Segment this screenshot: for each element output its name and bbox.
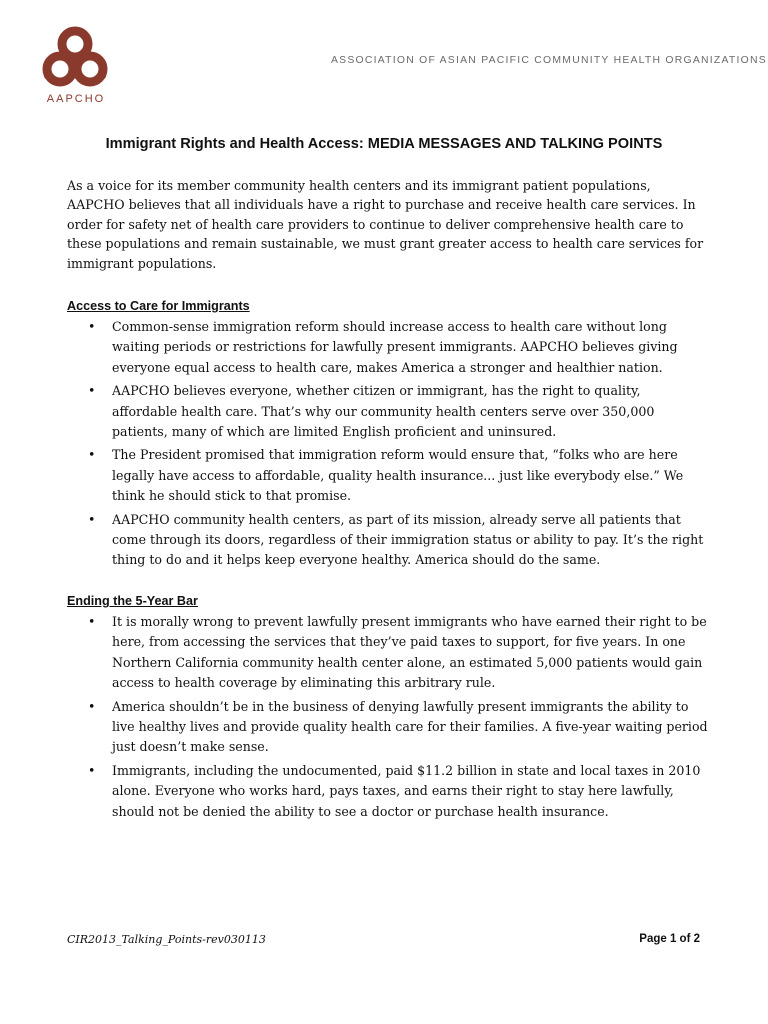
- bullet-icon: •: [88, 762, 96, 778]
- list-item: [0, 445, 710, 506]
- page-title: Immigrant Rights and Health Access: MEDIA MESSAGES AND TALKING POINTS: [105, 136, 663, 152]
- list-item: [0, 612, 710, 694]
- bullet-icon: •: [88, 614, 96, 629]
- access-to-care-bullet-list: [0, 317, 710, 574]
- bullet-text: AAPCHO community health centers, as part of its mission, already serve all patients that come through its doors, regardless of their immigration status or ability to pay. It’s the right thing to do and it helps keep everyone healthy. America should do the same.: [112, 511, 704, 568]
- bullet-text: The President promised that immigration reform would ensure that, “folks who are here legally have access to affordable, quality health insurance... just like everybody else.” We think he should stick to that promise.: [112, 447, 684, 504]
- bullet-icon: •: [88, 698, 96, 714]
- footer-page-number: Page 1 of 2: [639, 933, 700, 945]
- bullet-text: Immigrants, including the undocumented, paid $11.2 billion in state and local taxes in 2010 alone. Everyone who works hard, pays taxes, and earns their right to stay here lawfully, should not be denied the ability to see a doctor or purchase health insurance.: [112, 762, 701, 819]
- list-item: [0, 510, 710, 571]
- bullet-text: America shouldn’t be in the business of denying lawfully present immigrants the ability to live healthy lives and provide quality health care for their families. A five-year waiting period just doesn’t make sense.: [112, 698, 708, 755]
- section-heading-access-to-care: Access to Care for Immigrants: [67, 299, 250, 313]
- section-heading-ending-5-year-bar: Ending the 5-Year Bar: [67, 594, 198, 608]
- bullet-icon: •: [88, 511, 96, 527]
- bullet-icon: •: [88, 383, 96, 399]
- organization-name: ASSOCIATION OF ASIAN PACIFIC COMMUNITY HEALTH ORGANIZATIONS: [331, 55, 767, 66]
- bullet-icon: •: [88, 319, 96, 334]
- bullet-text: It is morally wrong to prevent lawfully present immigrants who have earned their right to be here, from accessing the services that they’ve paid taxes to support, for five years. In one Northern California community health center alone, an estimated 5,000 patients would gain access to health coverage by eliminating this arbitrary rule.: [112, 614, 707, 691]
- list-item: [0, 317, 710, 378]
- list-item: [0, 381, 710, 442]
- bullet-text: AAPCHO believes everyone, whether citizen or immigrant, has the right to quality, affordable health care. That’s why our community health centers serve over 350,000 patients, many of which are limited English proficient and uninsured.: [112, 383, 655, 440]
- aapcho-logo-icon: [40, 26, 110, 90]
- ending-5-year-bar-bullet-list: [0, 612, 710, 825]
- list-item: [0, 761, 710, 822]
- logo-text: AAPCHO: [46, 93, 106, 105]
- bullet-text: Common-sense immigration reform should increase access to health care without long waiting periods or restrictions for lawfully present immigrants. AAPCHO believes giving everyone equal access to health care, makes America a stronger and healthier nation.: [112, 319, 678, 375]
- bullet-icon: •: [88, 447, 96, 463]
- footer-document-id: CIR2013_Talking_Points-rev030113: [67, 933, 266, 946]
- intro-paragraph: As a voice for its member community health centers and its immigrant patient populations, AAPCHO believes that all individuals have a right to purchase and receive health care services. In order for safety net of health care providers to continue to deliver comprehensive health care to these populations and remain sustainable, we must grant greater access to health care services for immigrant populations.: [67, 178, 704, 271]
- list-item: [0, 697, 710, 758]
